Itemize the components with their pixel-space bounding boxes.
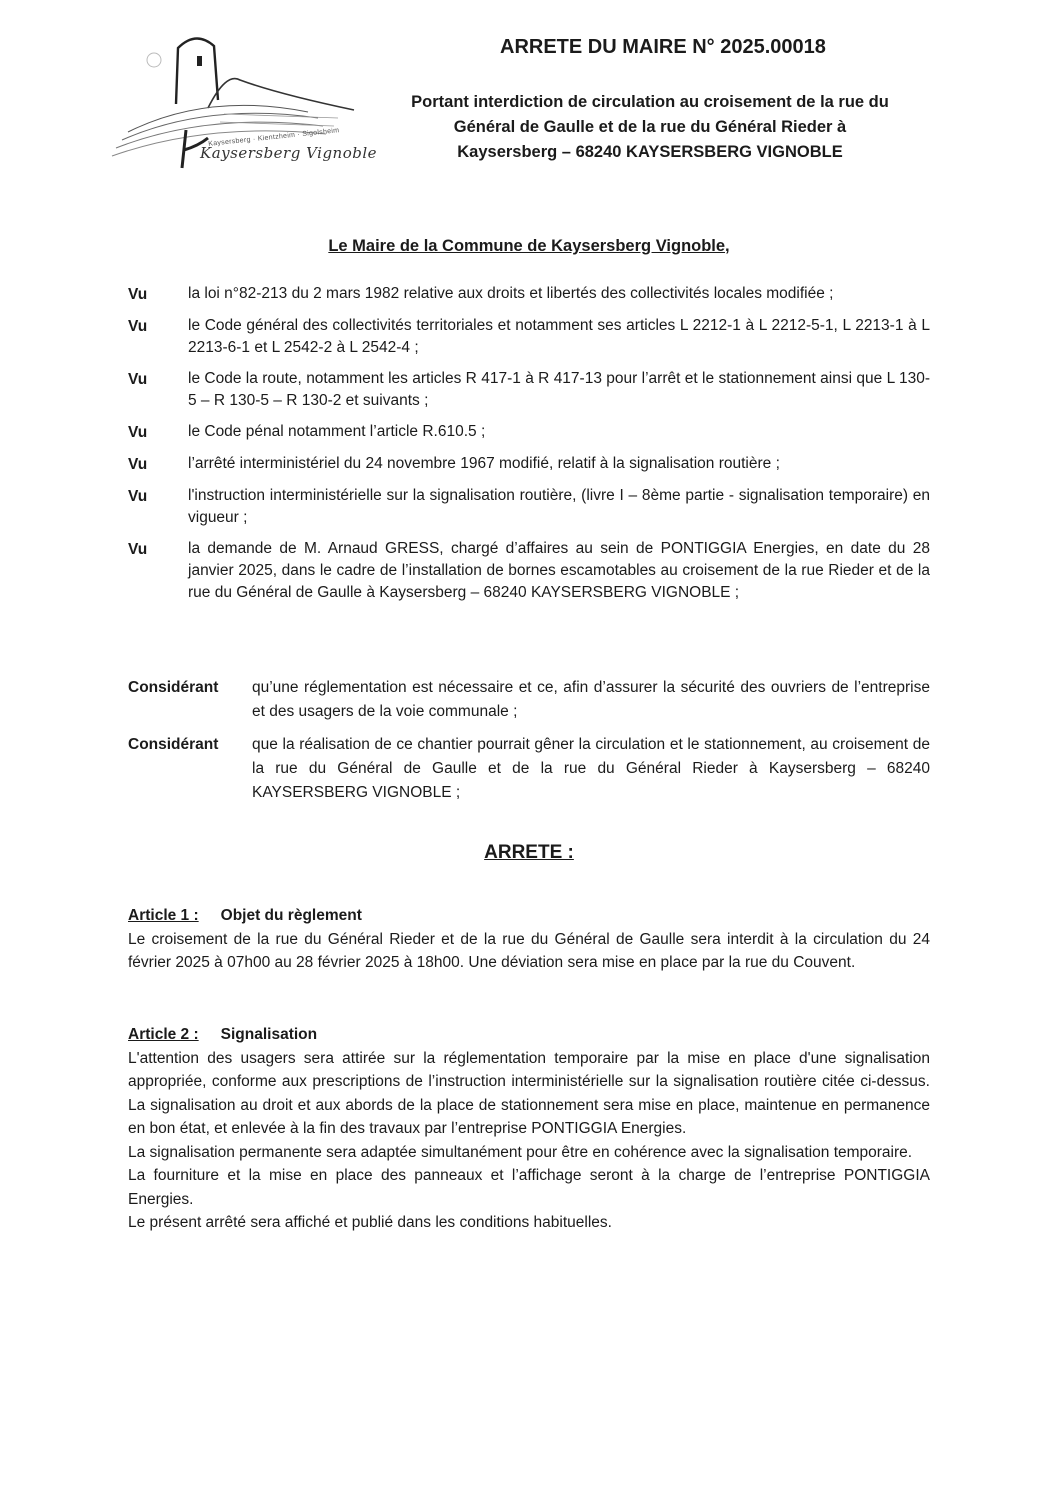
article-body	[128, 1047, 930, 1235]
article-title: Objet du règlement	[220, 907, 362, 924]
logo-communes-text: Kaysersberg · Kientzheim · Sigolsheim	[207, 127, 340, 148]
article-heading	[128, 1023, 930, 1047]
article-paragraph: La fourniture et la mise en place des panneaux et l’affichage seront à la charge de l’entreprise PONTIGGIA Energies.	[128, 1167, 930, 1208]
vu-label: Vu	[128, 456, 148, 473]
article-paragraph: Le croisement de la rue du Général Rieder et de la rue du Général de Gaulle sera interdit à la circulation du 24 février 2025 à 07h00 au 28 février 2025 à 18h00. Une déviation sera mise en place par la rue du Couvent.	[128, 930, 930, 971]
considerant-text: qu’une réglementation est nécessaire et ce, afin d’assurer la sécurité des ouvriers de l’entreprise et des usagers de la voie communale ;	[252, 679, 930, 720]
subtitle-line: Général de Gaulle et de la rue du Général Rieder à	[453, 118, 847, 136]
vu-label: Vu	[128, 541, 148, 558]
vu-item	[128, 283, 930, 306]
considerant-label: Considérant	[128, 679, 219, 696]
vu-label: Vu	[128, 424, 148, 441]
arrete-heading-text: ARRETE :	[484, 842, 574, 863]
vu-text: le Code pénal notamment l’article R.610.5 ;	[188, 423, 486, 440]
vu-item	[128, 538, 930, 604]
article-number: Article 1 :	[128, 907, 199, 924]
article-2	[128, 1023, 930, 1235]
vu-text: l’arrêté interministériel du 24 novembre 1967 modifié, relatif à la signalisation routière ;	[188, 455, 780, 472]
article-body	[128, 928, 930, 975]
subtitle-line: Portant interdiction de circulation au croisement de la rue du	[411, 93, 889, 111]
vu-label: Vu	[128, 318, 148, 335]
subtitle-line: Kaysersberg – 68240 KAYSERSBERG VIGNOBLE	[457, 143, 843, 161]
article-title: Signalisation	[220, 1026, 318, 1043]
article-paragraph: Le présent arrêté sera affiché et publié dans les conditions habituelles.	[128, 1214, 612, 1231]
decree-title: ARRETE DU MAIRE N° 2025.00018	[500, 36, 826, 58]
article-heading	[128, 904, 930, 928]
article-number: Article 2 :	[128, 1026, 199, 1043]
decree-subtitle	[370, 90, 930, 165]
vu-text: le Code la route, notamment les articles R 417-1 à R 417-13 pour l’arrêt et le stationnement ainsi que L 130-5 – R 130-5 – R 130-2 et suivants ;	[188, 370, 930, 409]
considerant-label: Considérant	[128, 736, 219, 753]
article-paragraph: La signalisation permanente sera adaptée simultanément pour être en cohérence avec la signalisation temporaire.	[128, 1143, 913, 1161]
considerant-item	[128, 676, 930, 724]
considerant-item	[128, 733, 930, 805]
article-paragraph: L'attention des usagers sera attirée sur la réglementation temporaire par la mise en place d'une signalisation appropriée, conforme aux prescriptions de l’instruction interministérielle sur la signalisation routière citée ci-dessus. La signalisation au droit et aux abords de la place de stationnement sera mise en place, maintenue en permanence en bon état, et enlevée à la fin des travaux par l’entreprise PONTIGGIA Energies.	[128, 1049, 930, 1137]
vu-text: le Code général des collectivités territoriales et notamment ses articles L 2212-1 à L 2212-5-1, L 2213-1 à L 2213-6-1 et L 2542-2 à L 2542-4 ;	[188, 317, 930, 356]
vu-text: l'instruction interministérielle sur la signalisation routière, (livre I – 8ème partie - signalisation temporaire) en vigueur ;	[188, 487, 930, 526]
considerant-text: que la réalisation de ce chantier pourrait gêner la circulation et le stationnement, au croisement de la rue du Général de Gaulle et de la rue du Général Rieder à Kaysersberg – 68240 KAYSERSBERG VIGNOBLE ;	[252, 736, 930, 801]
vu-list	[128, 283, 930, 613]
vu-label: Vu	[128, 371, 148, 388]
vu-label: Vu	[128, 488, 148, 505]
vu-item	[128, 453, 930, 476]
vu-text: la demande de M. Arnaud GRESS, chargé d’affaires au sein de PONTIGGIA Energies, en date du 28 janvier 2025, dans le cadre de l’installation de bornes escamotables au croisement de la rue Rieder et de la rue du Général de Gaulle à Kaysersberg – 68240 KAYSERSBERG VIGNOBLE ;	[188, 540, 930, 601]
mayor-heading-text: Le Maire de la Commune de Kaysersberg Vignoble,	[328, 237, 730, 255]
vu-item	[128, 315, 930, 359]
mayor-heading	[0, 237, 1058, 256]
vu-text: la loi n°82-213 du 2 mars 1982 relative aux droits et libertés des collectivités locales modifiée ;	[188, 285, 834, 302]
article-1	[128, 904, 930, 975]
vu-item	[128, 485, 930, 529]
vu-item	[128, 368, 930, 412]
vu-label: Vu	[128, 286, 148, 303]
vu-item	[128, 421, 930, 444]
considerant-list	[128, 676, 930, 814]
arrete-heading	[0, 842, 1058, 864]
commune-logo	[108, 22, 378, 172]
logo-script-text: Kaysersberg Vignoble	[200, 144, 378, 162]
